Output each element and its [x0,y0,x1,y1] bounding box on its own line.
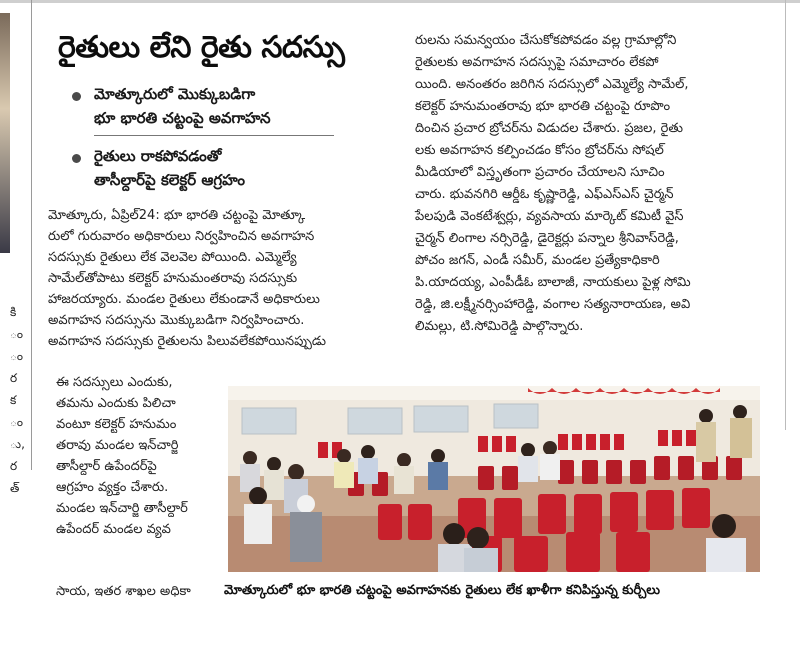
fragment-char: త్ [10,481,20,495]
fragment-char: ం [10,349,24,363]
body-line: లిమల్లు, టి.సోమిరెడ్డి పాల్గొన్నారు. [415,319,584,334]
body-line: రులను సమన్వయం చేసుకోకపోవడం వల్ల గ్రామాల్లోని [415,33,677,48]
article-body-bottom [56,580,191,602]
bullet-icon [72,154,81,163]
body-line: తమను ఎందుకు పిలిచా [56,396,176,411]
fragment-char: కి [10,305,17,319]
body-line: అవగాహన సదస్సుకు రైతులను పిలువలేకపోయినప్పుడు [48,334,327,349]
body-line: చారు. భువనగిరి ఆర్డీఓ కృష్ణారెడ్డి, ఎఫ్ఎస్ఎస్ చైర్మన్ [415,187,674,202]
body-line: సాయ, ఇతర శాఖల అధికా [56,584,191,599]
sub-deck-2 [72,144,372,192]
body-line: మోత్కూరు, ఏప్రిల్24: భూ భారతి చట్టంపై మోత్కూ [48,208,306,223]
bullet-icon [72,92,81,101]
body-line: ఉపేందర్ మండల వ్యవ [56,522,171,537]
fragment-char: ర [10,459,18,473]
previous-article-text [10,301,30,499]
body-line: మండల ఇన్‌చార్జి తాసీల్దార్ [56,501,188,516]
fragment-char: ం [10,415,24,429]
body-line: సామేల్‌తోపాటు కలెక్టర్ హనుమంతరావు సదస్సుకు [48,271,298,286]
article-headline: రైతులు లేని రైతు సదస్సు [58,30,345,65]
body-line: పేలపుడి వెంకటేశ్వర్లు, వ్యవసాయ మార్కెట్ కమిటీ వైస్ [415,209,684,224]
body-line: సదస్సుకు రైతులు లేక వెలవెల పోయింది. ఎమ్మెల్యే [48,250,297,265]
previous-article-fragment [0,3,30,495]
body-line: తరావు మండల ఇన్‌చార్జి [56,438,179,453]
body-line: తాసీల్దార్ ఉపేందర్‌పై [56,459,157,474]
fragment-char: ు, [10,437,25,451]
article-body-narrow [56,372,224,540]
previous-article-photo-edge [0,13,10,253]
deck-line: తాసీల్దార్‌పై కలెక్టర్ ఆగ్రహం [94,171,246,189]
article-body-right [415,30,775,338]
right-column-edge [785,0,786,430]
column-divider [31,0,32,470]
deck-divider [94,135,334,136]
fragment-char: ర [10,371,18,385]
photo-caption: మోత్కూరులో భూ భారతి చట్టంపై అవగాహనకు రైతులు లేక ఖాళీగా కనిపిస్తున్న కుర్చీలు [224,583,660,598]
hall-illustration [228,386,760,572]
fragment-char: ం [10,327,24,341]
body-line: హాజరయ్యారు. మండల రైతులు లేకుండానే అధికారులు [48,292,320,307]
body-line: యింది. అనంతరం జరిగిన సదస్సులో ఎమ్మెల్యే సామేల్, [415,77,689,92]
deck-line: భూ భారతి చట్టంపై అవగాహన [94,109,271,127]
body-line: రైతులకు అవగాహన సదస్సుపై సమాచారం లేకపో [415,55,659,70]
body-line: వంటూ కలెక్టర్ హనుమం [56,417,177,432]
body-line: లకు అవగాహన కల్పించడం కోసం బ్రోచర్‌ను సోషల్ [415,143,664,158]
article-body-left [48,205,394,352]
body-line: రెడ్డి, జి.లక్ష్మీనర్సింహారెడ్డి, వంగాల సత్యనారాయణ, అవి [415,297,691,312]
body-line: పోచం జగన్, ఎండీ సమీర్, మండల ప్రత్యేకాధికారి [415,253,660,268]
body-line: మీడియాలో విస్తృతంగా ప్రచారం చేయాలని సూచిం [415,165,665,180]
deck-line: మోత్కూరులో మొక్కుబడిగా [94,85,256,103]
body-line: దించిన ప్రచార బ్రోచర్‌ను విడుదల చేశారు. ప్రజల, రైతు [415,121,683,136]
sub-deck-1 [72,82,372,130]
body-line: ఆగ్రహం వ్యక్తం చేశారు. [56,480,169,495]
body-line: కలెక్టర్ హనుమంతరావు భూ భారతి చట్టంపై రూపొం [415,99,671,114]
body-line: ఈ సదస్సులు ఎందుకు, [56,375,173,390]
deck-line: రైతులు రాకపోవడంతో [94,147,222,165]
top-divider [0,0,800,3]
body-line: అవగాహన సదస్సును మొక్కుబడిగా నిర్వహించారు. [48,313,305,328]
body-line: రులో గురువారం అధికారులు నిర్వహించిన అవగాహన [48,229,315,244]
body-line: పి.యాదయ్య, ఎంపీడీఓ బాలాజీ, నాయకులు పైళ్ల సోమి [415,275,691,290]
fragment-char: క [10,393,17,407]
empty-chairs-photo [228,386,760,572]
body-line: చైర్మన్ లింగాల నర్సిరెడ్డి, డైరెక్టర్లు పన్నాల శ్రీనివాస్‌రెడ్డి, [415,231,679,246]
